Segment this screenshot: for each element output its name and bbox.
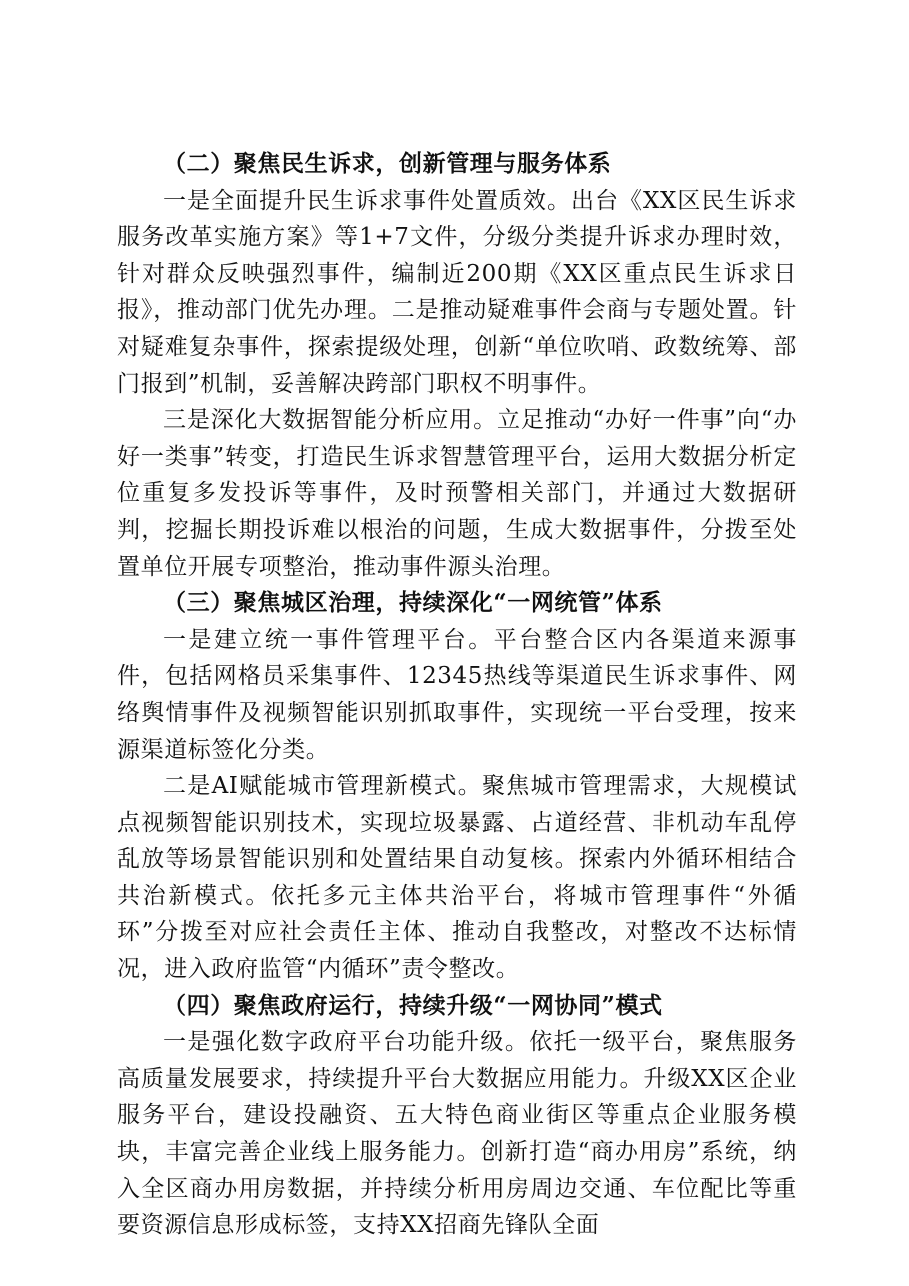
paragraph-5: 一是强化数字政府平台功能升级。依托一级平台，聚焦服务高质量发展要求，持续提升平台大数据应用能力。升级XX区企业服务平台，建设投融资、五大特色商业街区等重点企业服务模块，丰富完善企业线上服务能力。创新打造“商办用房”系统，纳入全区商办用房数据，并持续分析用房周边交通、车位配比等重要资源信息形成标签，支持XX招商先锋队全面 (117, 1029, 797, 1239)
section-heading-4: （四）聚焦政府运行，持续升级“一网协同”模式 (163, 991, 663, 1019)
section-heading-2: （二）聚焦民生诉求，创新管理与服务体系 (163, 150, 612, 177)
paragraph-3: 一是建立统一事件管理平台。平台整合区内各渠道来源事件，包括网格员采集事件、12345热线等渠道民生诉求事件、网络舆情事件及视频智能识别抓取事件，实现统一平台受理，按来源渠道标签化分类。 (117, 626, 797, 763)
paragraph-1: 一是全面提升民生诉求事件处置质效。出台《XX区民生诉求服务改革实施方案》等1+7文件，分级分类提升诉求办理时效，针对群众反映强烈事件，编制近200期《XX区重点民生诉求日报》，推动部门优先办理。二是推动疑难事件会商与专题处置。针对疑难复杂事件，探索提级处理，创新“单位吹哨、政数统筹、部门报到”机制，妥善解决跨部门职权不明事件。 (117, 187, 797, 397)
paragraph-2: 三是深化大数据智能分析应用。立足推动“办好一件事”向“办好一类事”转变，打造民生诉求智慧管理平台，运用大数据分析定位重复多发投诉等事件，及时预警相关部门，并通过大数据研判，挖掘长期投诉难以根治的问题，生成大数据事件，分拨至处置单位开展专项整治，推动事件源头治理。 (117, 407, 797, 580)
section-heading-3: （三）聚焦城区治理，持续深化“一网统管”体系 (163, 589, 663, 617)
document-body (117, 146, 797, 1244)
paragraph-4: 二是AI赋能城市管理新模式。聚焦城市管理需求，大规模试点视频智能识别技术，实现垃圾暴露、占道经营、非机动车乱停乱放等场景智能识别和处置结果自动复核。探索内外循环相结合共治新模式。依托多元主体共治平台，将城市管理事件“外循环”分拨至对应社会责任主体、推动自我整改，对整改不达标情况，进入政府监管“内循环”责令整改。 (117, 773, 797, 983)
